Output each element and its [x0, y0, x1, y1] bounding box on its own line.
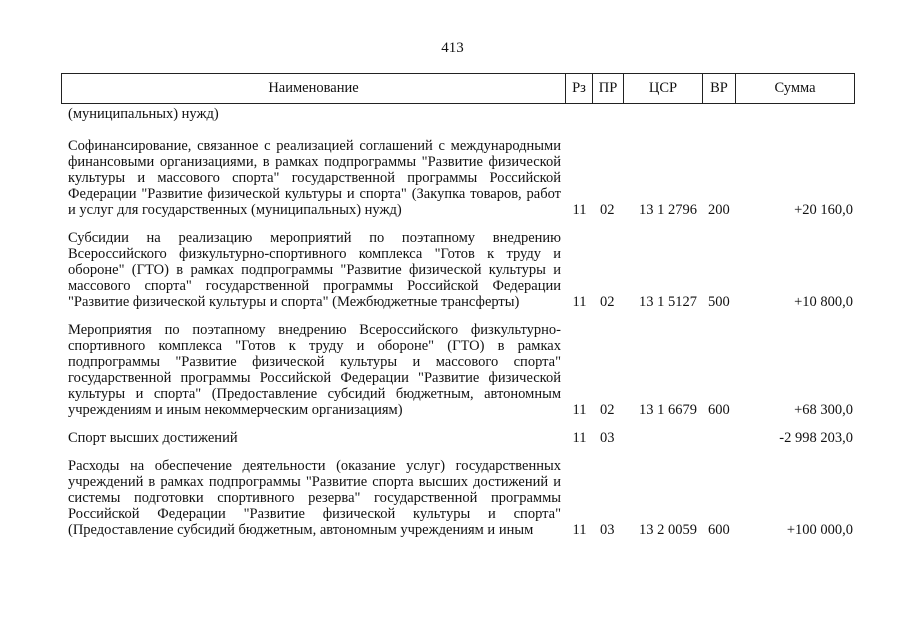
header-rz: Рз [565, 74, 592, 103]
row-vr: 200 [708, 202, 730, 218]
row-csr: 13 1 5127 [639, 294, 697, 310]
table-row [68, 138, 855, 218]
row-csr: 13 2 0059 [639, 522, 697, 538]
header-pr: ПР [592, 74, 623, 103]
row-name: Расходы на обеспечение деятельности (оказание услуг) государственных учреждений в рамках подпрограммы "Развитие спорта высших достижений и системы подготовки спортивного резерва" государственной программы Российской Федерации "Развитие физической культуры и спорта" (Предоставление субсидий бюджетным, автономным учреждениям и иным [68, 458, 561, 538]
row-vr: 600 [708, 402, 730, 418]
row-sum: +100 000,0 [786, 522, 853, 538]
row-name: Софинансирование, связанное с реализацией соглашений с международными финансовыми организациями, в рамках подпрограммы "Развитие физической культуры и массового спорта" государственной программы Российской Федерации "Развитие физической культуры и спорта" (Закупка товаров, работ и услуг для государственных (муниципальных) нужд) [68, 138, 561, 218]
row-sum: +10 800,0 [794, 294, 853, 310]
table-row [68, 458, 855, 538]
table-body [68, 106, 855, 550]
row-pr: 03 [600, 430, 615, 446]
row-vr: 500 [708, 294, 730, 310]
row-pr: 02 [600, 202, 615, 218]
page-number: 413 [441, 40, 464, 56]
row-name: Спорт высших достижений [68, 430, 238, 446]
row-sum: -2 998 203,0 [779, 430, 853, 446]
row-rz: 11 [572, 294, 587, 310]
row-rz: 11 [572, 402, 587, 418]
row-pr: 02 [600, 294, 615, 310]
table-header [61, 73, 855, 104]
row-name: Субсидии на реализацию мероприятий по поэтапному внедрению Всероссийского физкультурно-спортивного комплекса "Готов к труду и обороне" (ГТО) в рамках подпрограммы "Развитие физической культуры и массового спорта" государственной программы Российской Федерации "Развитие физической культуры и спорта" (Межбюджетные трансферты) [68, 230, 561, 310]
row-name: Мероприятия по поэтапному внедрению Всероссийского физкультурно-спортивного комплекса "Готов к труду и обороне" (ГТО) в рамках подпрограммы "Развитие физической культуры и массового спорта" государственной программы Российской Федерации "Развитие физической культуры и спорта" (Предоставление субсидий бюджетным, автономным учреждениям и иным некоммерческим организациям) [68, 322, 561, 418]
row-csr: 13 1 6679 [639, 402, 697, 418]
row-rz: 11 [572, 522, 587, 538]
row-name: (муниципальных) нужд) [68, 106, 219, 122]
header-name: Наименование [268, 80, 359, 96]
row-rz: 11 [572, 430, 587, 446]
row-vr: 600 [708, 522, 730, 538]
header-sum: Сумма [735, 74, 854, 103]
table-row [68, 430, 855, 446]
header-vr: ВР [702, 74, 735, 103]
row-sum: +20 160,0 [794, 202, 853, 218]
table-row [68, 322, 855, 418]
row-pr: 02 [600, 402, 615, 418]
row-csr: 13 1 2796 [639, 202, 697, 218]
row-rz: 11 [572, 202, 587, 218]
header-csr: ЦСР [623, 74, 702, 103]
row-pr: 03 [600, 522, 615, 538]
table-row [68, 230, 855, 310]
table-row [68, 106, 855, 122]
row-sum: +68 300,0 [794, 402, 853, 418]
